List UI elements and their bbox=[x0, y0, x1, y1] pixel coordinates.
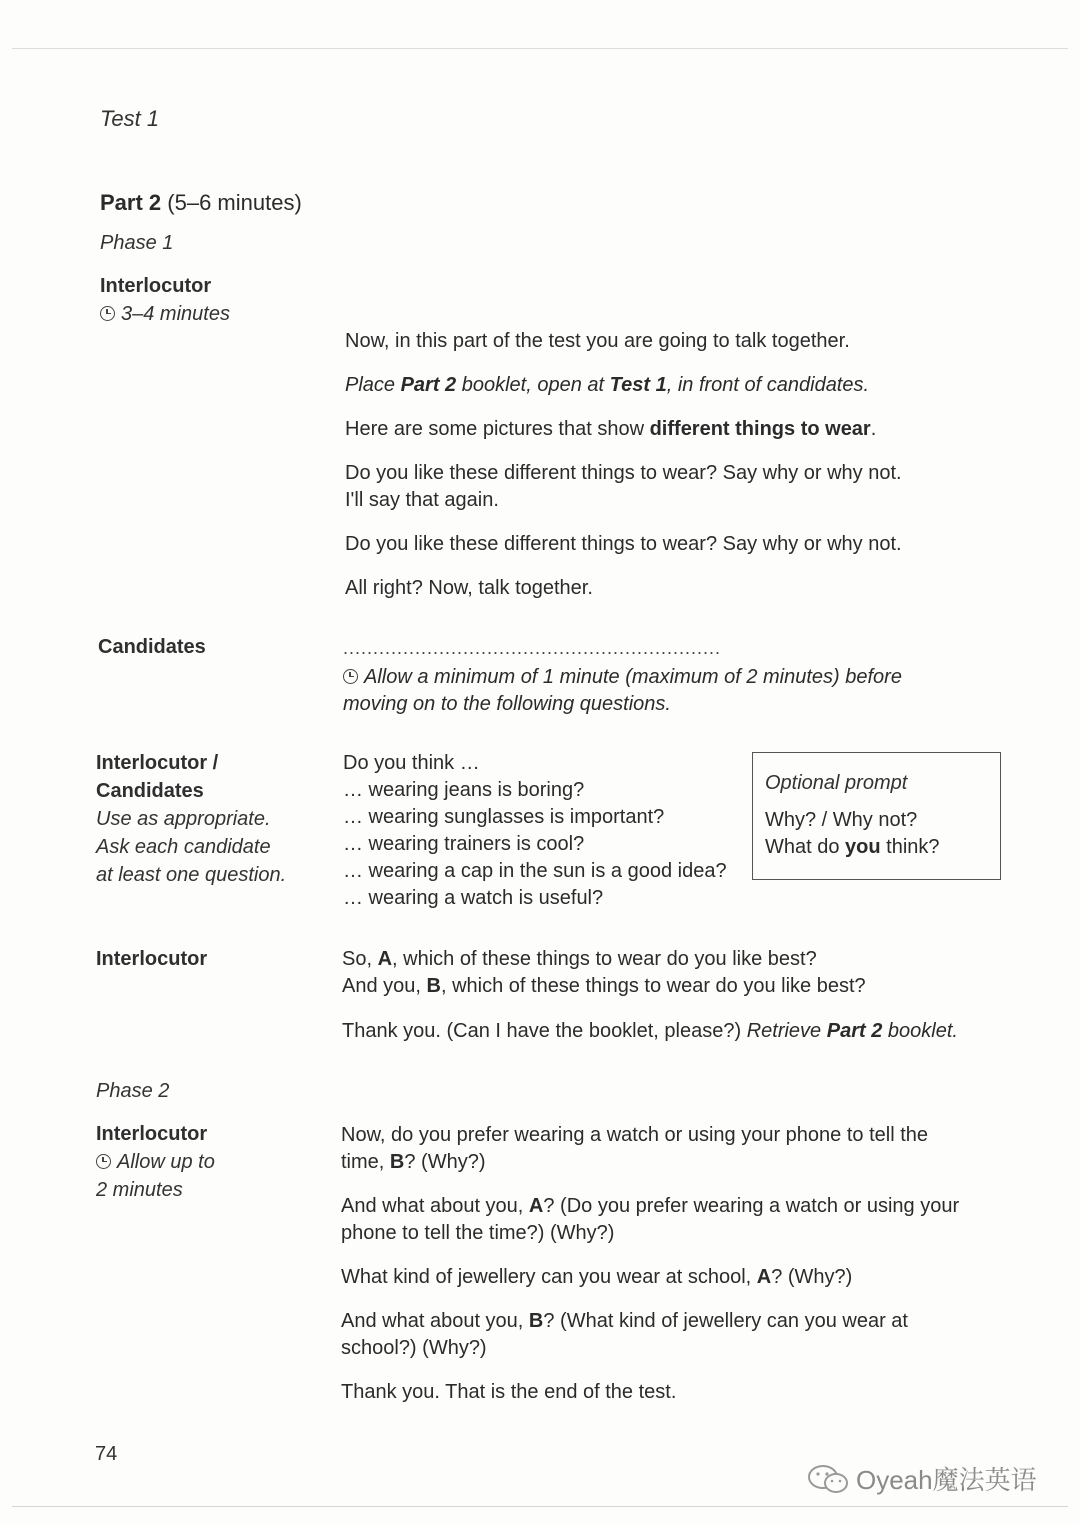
optional-prompt-line-2 bbox=[765, 834, 988, 861]
q1-a: So, bbox=[342, 948, 378, 970]
q2-c: , which of these things to wear do you like best? bbox=[440, 975, 866, 997]
phase-2-p5: Thank you. That is the end of the test. bbox=[341, 1381, 677, 1403]
interlocutor-candidates-left bbox=[96, 749, 286, 889]
script-line-3-b: different things to wear bbox=[649, 418, 871, 440]
script-line-2-b: Part 2 bbox=[400, 374, 457, 396]
thanks-d: Retrieve bbox=[746, 1020, 827, 1042]
script-line-6: All right? Now, talk together. bbox=[345, 577, 593, 599]
phase-2-script bbox=[341, 1122, 1041, 1406]
p4-a: And what about you, bbox=[341, 1310, 529, 1332]
clock-icon bbox=[100, 306, 115, 321]
interlocutor-label: Interlocutor bbox=[100, 275, 212, 297]
optional-prompt-box bbox=[752, 752, 1001, 880]
script-line-2-e: , in front of candidates. bbox=[666, 374, 870, 396]
thanks-f: booklet. bbox=[882, 1020, 958, 1042]
interlocutor-question-b bbox=[342, 973, 1042, 1000]
phase-2-p2-line-2: phone to tell the time?) (Why?) bbox=[341, 1222, 615, 1244]
script-line-2-a: Place bbox=[345, 374, 401, 396]
phase-2-left-column bbox=[96, 1120, 215, 1204]
p2-c: ? (Do you prefer wearing a watch or using your bbox=[543, 1195, 960, 1217]
script-line-3-a: Here are some pictures that show bbox=[345, 418, 650, 440]
watermark-text: Oyeah魔法英语 bbox=[856, 1465, 1037, 1495]
instruction-3: at least one question. bbox=[96, 864, 287, 886]
interlocutor-candidates-label-2: Candidates bbox=[96, 780, 204, 802]
question-item: … wearing a watch is useful? bbox=[343, 887, 604, 909]
candidates-label: Candidates bbox=[98, 636, 206, 658]
phase-2-p1-line-1: Now, do you prefer wearing a watch or using your phone to tell the bbox=[341, 1124, 929, 1146]
q1-c: , which of these things to wear do you like best? bbox=[392, 948, 817, 970]
script-line-1: Now, in this part of the test you are going to talk together. bbox=[345, 330, 850, 352]
script-line-4: Do you like these different things to wear? Say why or why not. bbox=[345, 462, 902, 484]
retrieve-booklet-line bbox=[342, 1018, 1042, 1045]
phase-2-timer-text-1: Allow up to bbox=[117, 1151, 215, 1173]
script-line-2 bbox=[345, 372, 1025, 399]
p4-b: B bbox=[528, 1310, 544, 1332]
part-title bbox=[100, 190, 302, 216]
phase-2-timer-line-2: 2 minutes bbox=[96, 1179, 183, 1201]
script-line-5: Do you like these different things to wear? Say why or why not. bbox=[345, 533, 902, 555]
script-line-2-c: booklet, open at bbox=[456, 374, 610, 396]
phase-1-script bbox=[345, 328, 1025, 602]
interlocutor-questions bbox=[342, 946, 1042, 1045]
p1-c: B bbox=[389, 1151, 405, 1173]
question-item: … wearing jeans is boring? bbox=[343, 779, 585, 801]
phase-2-interlocutor-label: Interlocutor bbox=[96, 1123, 208, 1145]
question-intro: Do you think … bbox=[343, 752, 480, 774]
question-list bbox=[343, 750, 743, 912]
clock-icon bbox=[343, 669, 358, 684]
thanks-a: Thank you. ( bbox=[342, 1020, 454, 1042]
question-item: … wearing a cap in the sun is a good idea? bbox=[343, 860, 727, 882]
phase-1-label: Phase 1 bbox=[100, 232, 174, 254]
q2-a: And you, bbox=[342, 975, 427, 997]
candidates-dots: ............................................................... bbox=[343, 638, 722, 658]
interlocutor-label-2: Interlocutor bbox=[96, 948, 208, 970]
bottom-rule bbox=[12, 1506, 1068, 1507]
phase-2-p2-line-1 bbox=[341, 1193, 1041, 1220]
page-number: 74 bbox=[95, 1443, 118, 1465]
phase-2-label: Phase 2 bbox=[96, 1080, 170, 1102]
thanks-b: Can I have the booklet, please? bbox=[453, 1020, 735, 1042]
interlocutor-question-a bbox=[342, 946, 1042, 973]
p1-d: ? (Why?) bbox=[404, 1151, 486, 1173]
phase-2-timer-line-1 bbox=[96, 1148, 215, 1176]
optional-prompt-line-1: Why? / Why not? bbox=[765, 809, 918, 831]
watermark bbox=[806, 1460, 1037, 1497]
running-header: Test 1 bbox=[100, 106, 160, 131]
optional-prompt-title: Optional prompt bbox=[765, 772, 908, 794]
script-line-3 bbox=[345, 416, 1025, 443]
p3-a: What kind of jewellery can you wear at school, bbox=[341, 1266, 757, 1288]
phase-1-timer-text: 3–4 minutes bbox=[121, 303, 230, 325]
interlocutor-candidates-label-1: Interlocutor / bbox=[96, 752, 219, 774]
part-title-bold: Part 2 bbox=[100, 190, 162, 215]
optional-prompt-line-2-b: you bbox=[845, 836, 881, 858]
p2-a: And what about you, bbox=[341, 1195, 529, 1217]
instruction-2: Ask each candidate bbox=[96, 836, 271, 858]
candidates-note-line-2: moving on to the following questions. bbox=[343, 693, 671, 715]
wechat-icon bbox=[806, 1464, 850, 1494]
candidates-note-line-1 bbox=[343, 664, 1023, 691]
phase-2-p1-line-2 bbox=[341, 1149, 1041, 1176]
instruction-1: Use as appropriate. bbox=[96, 808, 271, 830]
candidates-note-text-1: Allow a minimum of 1 minute (maximum of 2 minutes) before bbox=[364, 666, 902, 688]
p3-b: A bbox=[756, 1266, 772, 1288]
p4-c: ? (What kind of jewellery can you wear at bbox=[543, 1310, 908, 1332]
p1-b: time, bbox=[341, 1151, 390, 1173]
phase-2-p4-line-1 bbox=[341, 1308, 1041, 1335]
p2-b: A bbox=[528, 1195, 544, 1217]
script-line-3-c: . bbox=[870, 418, 877, 440]
question-item: … wearing trainers is cool? bbox=[343, 833, 585, 855]
candidates-note bbox=[343, 664, 1023, 718]
phase-2-p4-line-2: school?) (Why?) bbox=[341, 1337, 487, 1359]
part-title-duration: (5–6 minutes) bbox=[161, 190, 302, 215]
clock-icon bbox=[96, 1154, 111, 1169]
optional-prompt-line-2-c: think? bbox=[880, 836, 940, 858]
script-line-4b: I'll say that again. bbox=[345, 489, 499, 511]
script-line-2-d: Test 1 bbox=[609, 374, 667, 396]
thanks-c: ) bbox=[734, 1020, 747, 1042]
question-item: … wearing sunglasses is important? bbox=[343, 806, 665, 828]
phase-1-timer bbox=[100, 300, 230, 328]
optional-prompt-line-2-a: What do bbox=[765, 836, 846, 858]
thanks-e: Part 2 bbox=[826, 1020, 883, 1042]
top-rule bbox=[12, 48, 1068, 49]
phase-2-p3 bbox=[341, 1264, 1041, 1291]
q2-b: B bbox=[426, 975, 441, 997]
q1-b: A bbox=[377, 948, 393, 970]
p3-c: ? (Why?) bbox=[771, 1266, 853, 1288]
phase-1-left-column bbox=[100, 272, 230, 328]
